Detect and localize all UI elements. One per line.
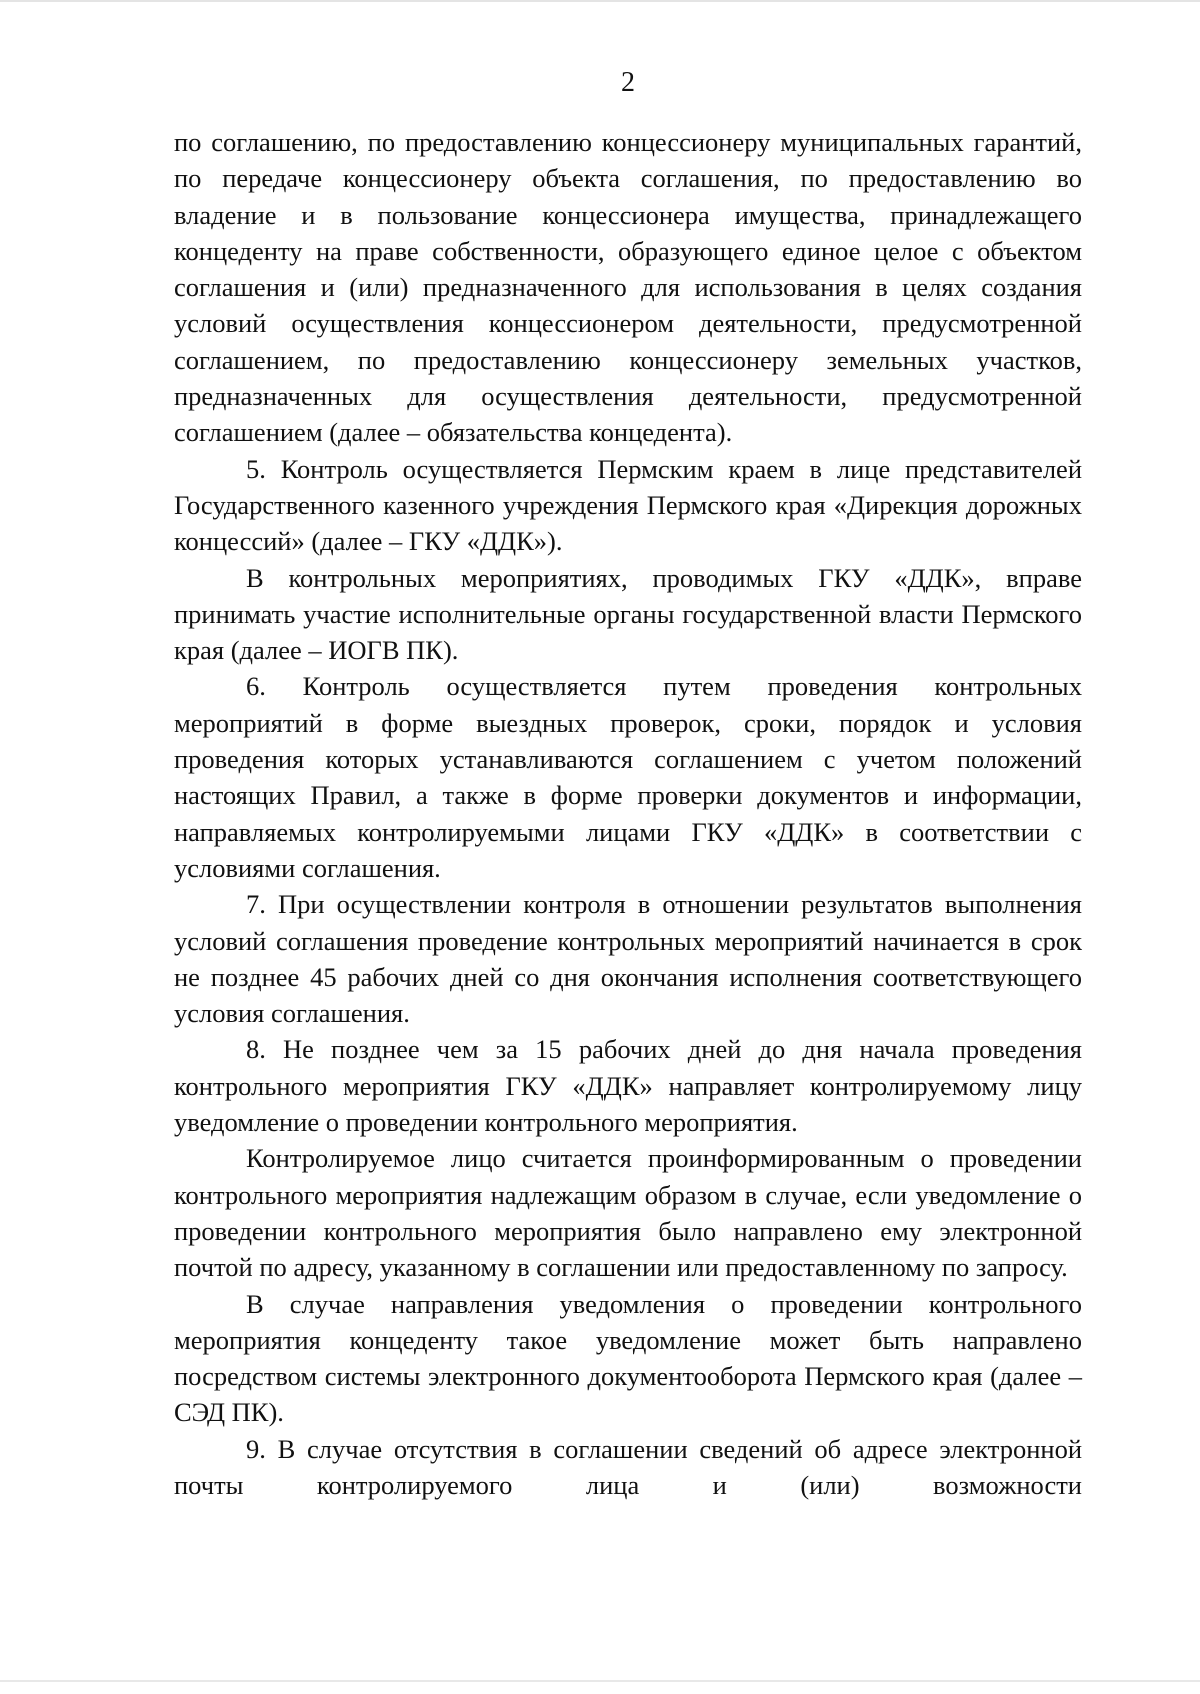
scan-edge-bottom (0, 1680, 1200, 1682)
paragraph-item-8: 8. Не позднее чем за 15 рабочих дней до дня начала проведения контрольного мероприятия ГКУ «ДДК» направляет контролируемому лицу уведомление о проведении контрольного мероприятия. (174, 1034, 1082, 1138)
paragraph-item-7: 7. При осуществлении контроля в отношении результатов выполнения условий соглашения проведение контрольных мероприятий начинается в срок не позднее 45 рабочих дней со дня окончания исполнения соответствующего условия соглашения. (174, 889, 1082, 1029)
document-body (174, 124, 1082, 1503)
scan-edge-top (0, 0, 1200, 2)
paragraph-item-9: 9. В случае отсутствия в соглашении сведений об адресе электронной почты контролируемого лица и (или) возможности (174, 1433, 1082, 1500)
paragraph-item-8-sed: В случае направления уведомления о проведении контрольного мероприятия концеденту такое уведомление может быть направлено посредством системы электронного документооборота Пермского края (далее – СЭД ПК). (174, 1288, 1082, 1428)
paragraph-item-6: 6. Контроль осуществляется путем проведения контрольных мероприятий в форме выездных проверок, сроки, порядок и условия проведения которых устанавливаются соглашением с учетом положений настоящих Правил, а также в форме проверки документов и информации, направляемых контролируемыми лицами ГКУ «ДДК» в соответствии с условиями соглашения. (174, 671, 1082, 883)
paragraph-item-5-participants: В контрольных мероприятиях, проводимых ГКУ «ДДК», вправе принимать участие исполнительные органы государственной власти Пермского края (далее – ИОГВ ПК). (174, 562, 1082, 666)
page-number: 2 (621, 67, 635, 98)
paragraph-item-5: 5. Контроль осуществляется Пермским краем в лице представителей Государственного казенного учреждения Пермского края «Дирекция дорожных концессий» (далее – ГКУ «ДДК»). (174, 453, 1082, 557)
paragraph-item-8-informed: Контролируемое лицо считается проинформированным о проведении контрольного мероприятия надлежащим образом в случае, если уведомление о проведении контрольного мероприятия было направлено ему электронной почтой по адресу, указанному в соглашении или предоставленному по запросу. (174, 1143, 1082, 1283)
paragraph-continuation: по соглашению, по предоставлению концессионеру муниципальных гарантий, по передаче концессионеру объекта соглашения, по предоставлению во владение и в пользование концессионера имущества, принадлежащего концеденту на праве собственности, образующего единое целое с объектом соглашения и (или) предназначенного для использования в целях создания условий осуществления концессионером деятельности, предусмотренной соглашением, по предоставлению концессионеру земельных участков, предназначенных для осуществления деятельности, предусмотренной соглашением (далее – обязательства концедента). (174, 127, 1082, 448)
